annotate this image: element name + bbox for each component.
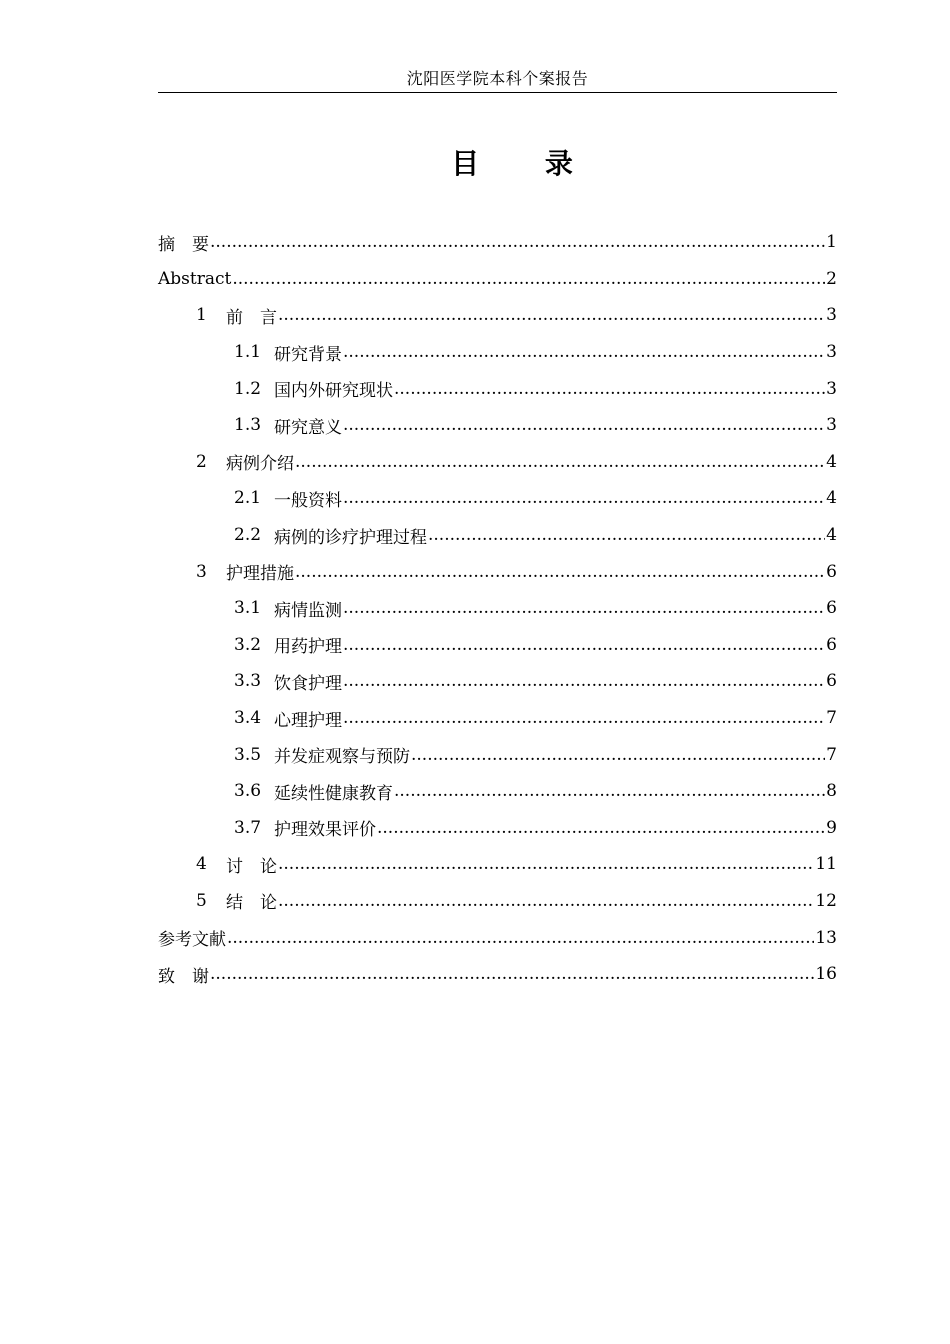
toc-entry-page-number: 6 (826, 598, 837, 619)
toc-entry-title: 致 谢 (158, 966, 209, 987)
dot-leader (394, 781, 825, 801)
toc-entry[interactable] (158, 736, 837, 773)
toc-entry-number: 3.6 (234, 781, 262, 802)
dot-leader (343, 671, 825, 691)
toc-entry[interactable] (158, 883, 837, 920)
toc-entry-page-number: 6 (826, 561, 837, 582)
toc-entry[interactable] (158, 810, 837, 847)
toc-entry-title: Abstract (158, 268, 232, 289)
toc-entry-number: 5 (196, 890, 207, 911)
toc-entry-title: 护理效果评价 (274, 820, 376, 841)
table-of-contents (158, 224, 837, 992)
toc-entry-title: 心理护理 (274, 710, 342, 731)
toc-entry-number: 3.1 (234, 598, 262, 619)
toc-entry-page-number: 7 (826, 708, 837, 729)
toc-entry-number: 1 (196, 305, 207, 326)
toc-entry-number: 2.2 (234, 525, 262, 546)
toc-entry-page-number: 2 (826, 268, 837, 289)
toc-entry[interactable] (158, 261, 837, 298)
toc-entry-number: 4 (196, 854, 207, 875)
toc-entry-page-number: 3 (826, 342, 837, 363)
toc-entry-page-number: 4 (826, 525, 837, 546)
toc-entry[interactable] (158, 480, 837, 517)
toc-entry[interactable] (158, 334, 837, 371)
dot-leader (377, 818, 825, 838)
toc-entry[interactable] (158, 444, 837, 481)
toc-entry-number: 1.2 (234, 378, 262, 399)
toc-entry-page-number: 12 (815, 890, 837, 911)
toc-entry[interactable] (158, 407, 837, 444)
dot-leader (295, 562, 825, 582)
dot-leader (210, 964, 814, 984)
toc-entry[interactable] (158, 773, 837, 810)
dot-leader (428, 525, 825, 545)
dot-leader (210, 232, 825, 252)
toc-entry[interactable] (158, 553, 837, 590)
toc-entry-page-number: 11 (815, 854, 837, 875)
toc-entry-number: 1.1 (234, 342, 262, 363)
toc-entry-number: 1.3 (234, 415, 262, 436)
toc-entry[interactable] (158, 517, 837, 554)
toc-entry-number: 3.2 (234, 634, 262, 655)
toc-entry-title: 饮食护理 (274, 673, 342, 694)
toc-entry[interactable] (158, 956, 837, 993)
dot-leader (278, 891, 814, 911)
toc-entry-title: 研究意义 (274, 417, 342, 438)
toc-entry[interactable] (158, 627, 837, 664)
toc-entry-title: 讨 论 (226, 856, 277, 877)
toc-entry-page-number: 13 (815, 927, 837, 948)
dot-leader (343, 635, 825, 655)
toc-entry-number: 3.7 (234, 817, 262, 838)
dot-leader (295, 452, 825, 472)
dot-leader (343, 488, 825, 508)
toc-title: 目 录 (451, 147, 601, 180)
dot-leader (227, 928, 814, 948)
toc-entry-title: 病情监测 (274, 600, 342, 621)
toc-entry-page-number: 4 (826, 451, 837, 472)
toc-entry-title: 国内外研究现状 (274, 381, 393, 402)
page-header: 沈阳医学院本科个案报告 (158, 68, 837, 93)
toc-entry-number: 2 (196, 451, 207, 472)
toc-entry-title: 结 论 (226, 893, 277, 914)
toc-entry[interactable] (158, 224, 837, 261)
toc-entry-page-number: 4 (826, 488, 837, 509)
toc-entry-page-number: 3 (826, 378, 837, 399)
toc-entry-title: 参考文献 (158, 930, 226, 951)
toc-entry-title: 摘 要 (158, 234, 209, 255)
toc-entry-number: 3.3 (234, 671, 262, 692)
toc-entry-page-number: 7 (826, 744, 837, 765)
toc-entry-page-number: 8 (826, 781, 837, 802)
toc-entry[interactable] (158, 663, 837, 700)
toc-entry-page-number: 3 (826, 415, 837, 436)
toc-entry-number: 3.5 (234, 744, 262, 765)
toc-entry-title: 病例的诊疗护理过程 (274, 527, 427, 548)
dot-leader (343, 598, 825, 618)
toc-entry[interactable] (158, 919, 837, 956)
dot-leader (278, 854, 814, 874)
toc-entry-title: 前 言 (226, 307, 277, 328)
toc-entry-number: 3 (196, 561, 207, 582)
dot-leader (343, 415, 825, 435)
dot-leader (278, 305, 825, 325)
toc-entry-title: 病例介绍 (226, 454, 294, 475)
toc-entry-page-number: 16 (815, 964, 837, 985)
dot-leader (343, 342, 825, 362)
toc-entry-page-number: 9 (826, 817, 837, 838)
dot-leader (343, 708, 825, 728)
toc-entry-page-number: 6 (826, 634, 837, 655)
toc-entry[interactable] (158, 590, 837, 627)
toc-entry-page-number: 6 (826, 671, 837, 692)
toc-entry-number: 2.1 (234, 488, 262, 509)
toc-entry-title: 研究背景 (274, 344, 342, 365)
toc-entry-page-number: 3 (826, 305, 837, 326)
toc-entry-title: 并发症观察与预防 (274, 747, 410, 768)
dot-leader (394, 379, 825, 399)
toc-entry-title: 延续性健康教育 (274, 783, 393, 804)
dot-leader (232, 269, 825, 289)
toc-entry-number: 3.4 (234, 708, 262, 729)
toc-entry[interactable] (158, 297, 837, 334)
toc-entry-page-number: 1 (826, 232, 837, 253)
toc-entry-title: 用药护理 (274, 637, 342, 658)
toc-entry[interactable] (158, 700, 837, 737)
toc-entry-title: 一般资料 (274, 490, 342, 511)
toc-entry-title: 护理措施 (226, 564, 294, 585)
toc-entry[interactable] (158, 370, 837, 407)
toc-entry[interactable] (158, 846, 837, 883)
dot-leader (411, 745, 825, 765)
